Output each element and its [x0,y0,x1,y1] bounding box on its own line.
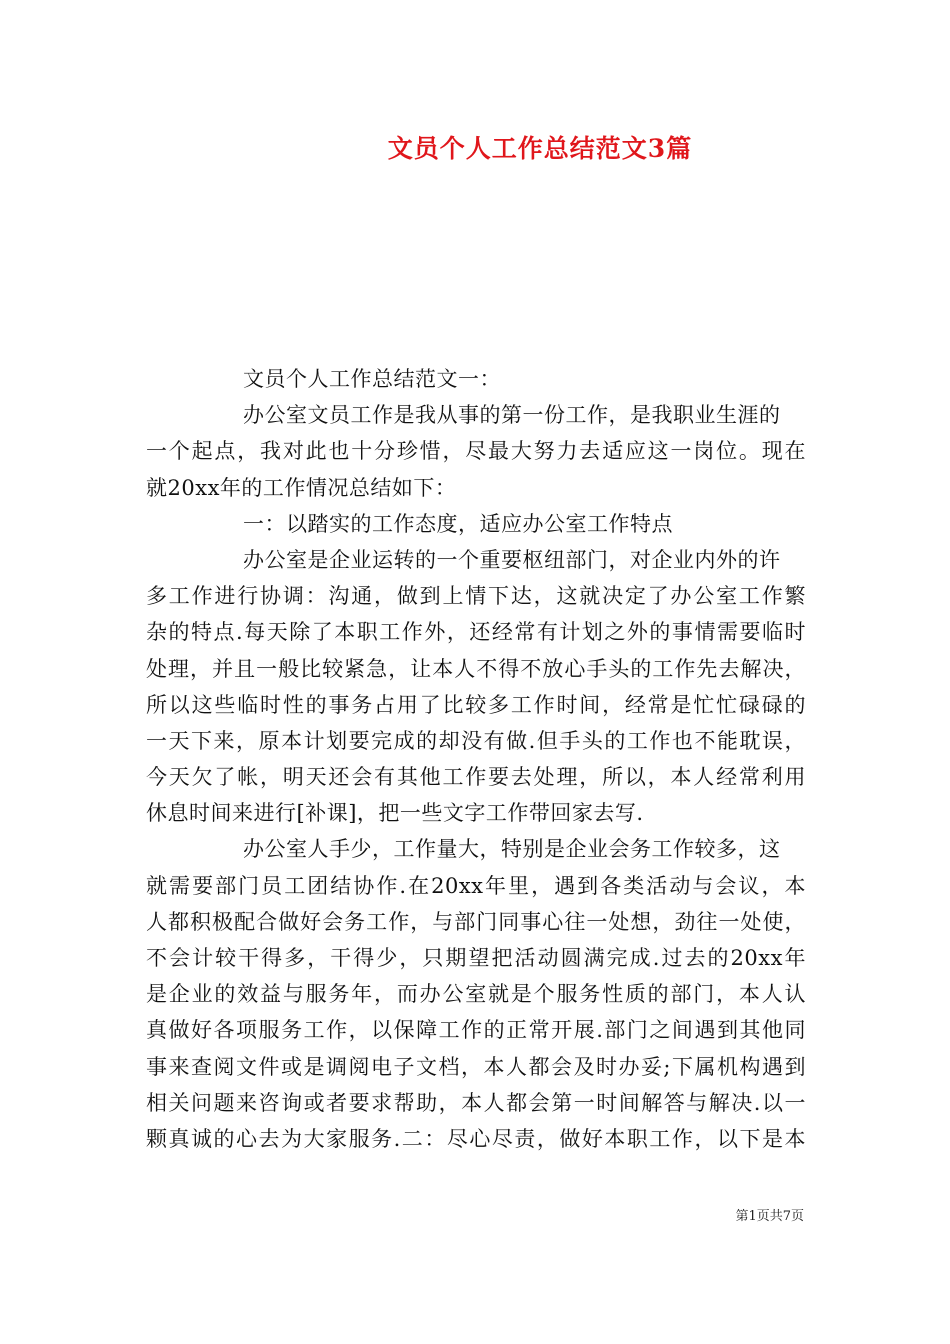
section-heading: 文员个人工作总结范文一： [243,367,501,391]
paragraph-line: 是企业的效益与服务年，而办公室就是个服务性质的部门，本人认 [146,982,806,1007]
subsection-heading: 一：以踏实的工作态度，适应办公室工作特点 [243,511,673,536]
paragraph-line: 颗真诚的心去为大家服务.二：尽心尽责，做好本职工作，以下是本 [146,1126,806,1151]
document-title: 文员个人工作总结范文3篇 [387,134,693,163]
paragraph-line: 一天下来，原本计划要完成的却没有做.但手头的工作也不能耽误， [146,728,806,753]
paragraph-line: 真做好各项服务工作，以保障工作的正常开展.部门之间遇到其他同 [146,1018,806,1043]
paragraph-line: 多工作进行协调：沟通，做到上情下达，这就决定了办公室工作繁 [146,584,806,609]
paragraph-line: 人都积极配合做好会务工作，与部门同事心往一处想，劲往一处使， [146,909,806,934]
paragraph-line: 所以这些临时性的事务占用了比较多工作时间，经常是忙忙碌碌的 [146,692,806,717]
paragraph-line: 事来查阅文件或是调阅电子文档，本人都会及时办妥;下属机构遇到 [146,1054,806,1079]
paragraph-line: 杂的特点.每天除了本职工作外，还经常有计划之外的事情需要临时 [146,620,806,645]
document-body [146,361,806,1157]
paragraph-line: 相关问题来咨询或者要求帮助，本人都会第一时间解答与解决.以一 [146,1090,806,1115]
paragraph-line: 就需要部门员工团结协作.在20xx年里，遇到各类活动与会议，本 [146,873,806,898]
paragraph-line: 就20xx年的工作情况总结如下： [146,475,457,500]
paragraph-line: 办公室人手少，工作量大，特别是企业会务工作较多，这 [243,837,781,862]
page-number: 第1页共7页 [735,1209,804,1224]
paragraph-line: 今天欠了帐，明天还会有其他工作要去处理，所以，本人经常利用 [146,765,806,790]
paragraph-line: 一个起点，我对此也十分珍惜，尽最大努力去适应这一岗位。现在 [146,439,806,464]
paragraph-line: 办公室是企业运转的一个重要枢纽部门，对企业内外的许 [243,547,781,572]
paragraph-line: 休息时间来进行[补课]，把一些文字工作带回家去写. [146,801,644,826]
paragraph-line: 不会计较干得多，干得少，只期望把活动圆满完成.过去的20xx年 [146,946,806,970]
paragraph-line: 办公室文员工作是我从事的第一份工作，是我职业生涯的 [243,403,781,428]
paragraph-line: 处理，并且一般比较紧急，让本人不得不放心手头的工作先去解决， [146,656,806,681]
